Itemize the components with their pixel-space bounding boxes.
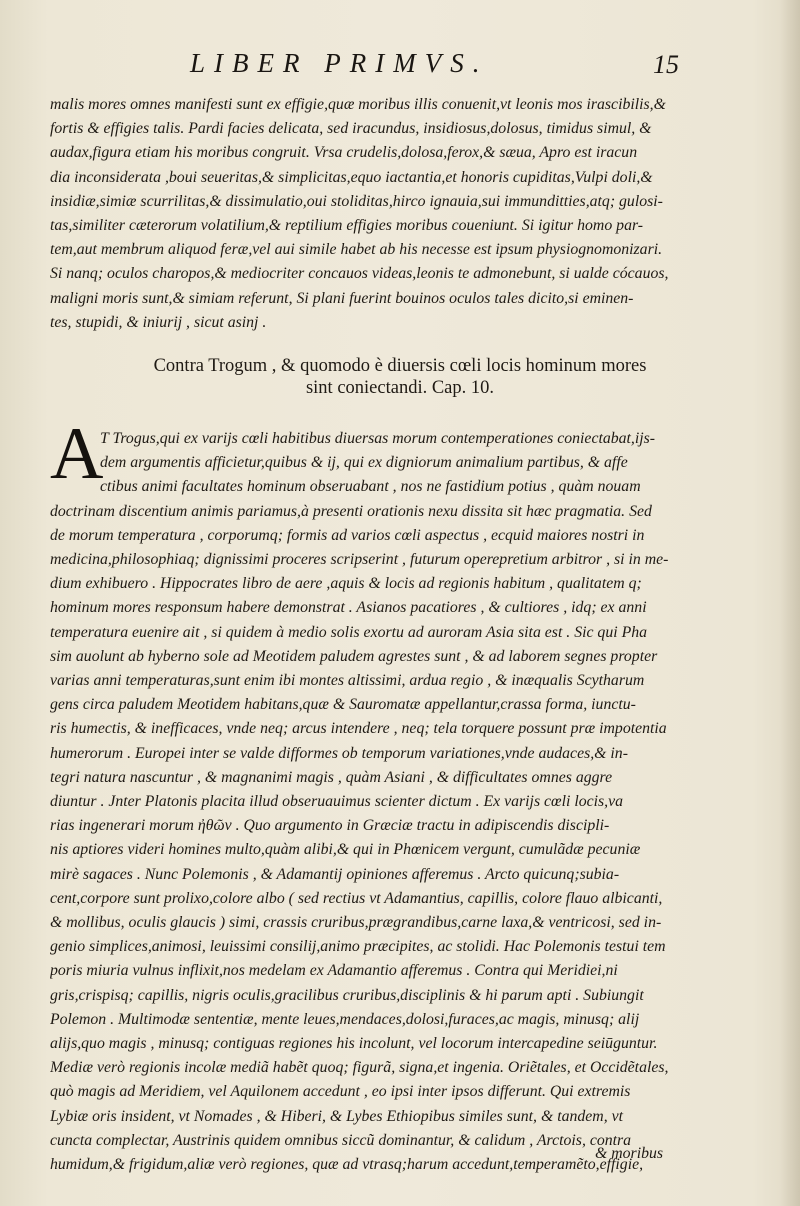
chapter-heading-line: Contra Trogum , & quomodo è diuersis cœli locis hominum mores	[153, 356, 647, 376]
text-line: alijs,quo magis , minusq; contiguas regiones his incolunt, vel locorum intercapedine seiūguntur.	[50, 1035, 658, 1053]
page-header	[0, 48, 800, 88]
chapter-heading-line: sint coniectandi. Cap. 10.	[305, 378, 495, 398]
text-line: doctrinam discentium animis pariamus,à presenti orationis nexu dissita sit hæc pragmatia. Sed	[50, 502, 652, 520]
text-line: rias ingenerari morum ἠθῶν . Quo argumento in Græciæ tractu in adipiscendis discipli-	[50, 817, 610, 835]
text-line: dem argumentis afficietur,quibus & ij, qui ex digniorum animalium partibus, & affe	[100, 454, 628, 472]
text-line: Mediæ verò regionis incolæ mediã habẽt quoq; figurã, signa,et ingenia. Oriẽtales, et Occidẽtales,	[50, 1059, 669, 1077]
text-line: dium exhibuero . Hippocrates libro de aere ,aquis & locis ad regionis habitum , qualitatem q;	[50, 575, 642, 593]
page-edge-shadow	[780, 0, 800, 1206]
text-line: gens circa paludem Meotidem habitans,quæ & Sauromatæ appellantur,crassa forma, iunctu-	[50, 696, 636, 714]
text-line: nis aptiores videri homines multo,quàm alibi,& qui in Phœnicem vergunt, cumulãdæ pecuniæ	[50, 841, 641, 859]
text-line: tegri natura nascuntur , & magnanimi magis , quàm Asiani , & difficultates omnes aggre	[50, 768, 613, 786]
page-number: 15	[653, 50, 679, 79]
text-line: T Trogus,qui ex varijs cœli habitibus diuersas morum contemperationes coniectabat,ijs-	[100, 430, 656, 447]
text-line: gris,crispisq; capillis, nigris oculis,gracilibus cruribus,disciplinis & hi parum apti . Subiungit	[50, 986, 644, 1004]
text-line: hominum mores responsum habere demonstrat . Asianos pacatiores , & cultiores , idq; ex anni	[50, 599, 647, 617]
text-line: tem,aut membrum aliquod feræ,vel aui simile habet ab his necesse est ipsum physiognomonizari.	[50, 241, 663, 259]
text-line: ris humectis, & inefficaces, vnde neq; arcus intendere , neq; tela torquere possunt præ impotentia	[50, 720, 667, 738]
text-line: humidum,& frigidum,aliæ verò regiones, quæ ad vtrasq;harum accedunt,temperamẽto,effigie,	[50, 1156, 644, 1174]
text-line: cuncta complectar, Austrinis quidem omnibus siccũ dominantur, & calidum , Arctois, contra	[50, 1131, 632, 1149]
text-line: fortis & effigies talis. Pardi facies delicata, sed iracundus, insidiosus,dolosus, timidus simul, &	[50, 120, 652, 138]
chapter-heading	[0, 355, 800, 399]
text-line: malis mores omnes manifesti sunt ex effigie,quæ moribus illis conuenit,vt leonis mos irascibilis,&	[50, 96, 666, 113]
text-line: sim auolunt ab hyberno sole ad Meotidem paludem agrestes sunt , & ad laborem segnes propter	[50, 647, 658, 665]
text-line: tas,similiter cæterorum volatilium,& reptilium effigies moribus coueniunt. Si igitur homo par-	[50, 217, 644, 235]
text-line: Polemon . Multimodæ sententiæ, mente leues,mendaces,dolosi,furaces,ac magis, minusq; alij	[50, 1010, 640, 1028]
text-line: & mollibus, oculis glaucis ) simi, crassis cruribus,prægrandibus,carne laxa,& ventricosi, sed in-	[50, 914, 662, 932]
text-line: de morum temperatura , corporumq; formis ad varios cœli aspectus , ecquid maiores nostri in	[50, 526, 645, 544]
text-line: ctibus animi facultates hominum obseruabant , nos ne fastidium potius , quàm nouam	[100, 478, 641, 496]
text-line: insidiæ,simiæ scurrilitas,& dissimulatio,oui stoliditas,hirco ignauia,sui immunditties,atq; gulosi-	[50, 192, 663, 210]
text-line: tes, stupidi, & iniurij , sicut asinj .	[50, 313, 267, 331]
text-line: medicina,philosophiaq; dignissimi proceres scripserint , futurum operepretium arbitror , si in me-	[50, 551, 669, 569]
text-line: genio simplices,animosi, leuissimi consilij,animo præcipites, ac stolidi. Hac Polemonis testui tem	[50, 938, 666, 956]
running-head: LIBER PRIMVS.	[190, 48, 489, 78]
text-line: Lybiæ oris insident, vt Nomades , & Hiberi, & Lybes Ethiopibus similes sunt, & tandem, vt	[50, 1107, 623, 1125]
text-line: cent,corpore sunt prolixo,colore albo ( sed rectius vt Adamantius, capillis, colore flauo albicanti,	[50, 889, 663, 907]
text-line: audax,figura etiam his moribus congruit. Vrsa crudelis,dolosa,ferox,& sæua, Apro est iracun	[50, 144, 638, 162]
text-line: diuntur . Jnter Platonis placita illud obseruauimus scienter dictum . Ex varijs cœli locis,va	[50, 793, 624, 811]
text-line: quò magis ad Meridiem, vel Aquilonem accedunt , eo ipsi inter ipsos differunt. Qui extremis	[50, 1083, 631, 1101]
paragraph-2	[50, 427, 710, 1177]
text-line: poris miuria vulnus inflixit,nos medelam ex Adamantio afferemus . Contra qui Meridiei,ni	[50, 962, 618, 980]
text-line: varias anni temperaturas,sunt enim ibi montes altissimi, ardua regio , & inæqualis Scytharum	[50, 672, 645, 690]
text-line: Si nanq; oculos charopos,& mediocriter concauos videas,leonis te admonebunt, si ualde cócauos,	[50, 265, 669, 283]
text-line: humerorum . Europei inter se valde difformes ob temporum variationes,vnde audaces,& in-	[50, 744, 628, 762]
catchword: & moribus	[595, 1145, 664, 1162]
text-line: temperatura euenire ait , si quidem à medio solis exortu ad auroram Asia sita est . Sic qui Pha	[50, 623, 648, 641]
drop-cap: A	[50, 413, 104, 495]
text-line: dia inconsiderata ,boui seueritas,& simplicitas,equo iactantia,et honoris cupiditas,Vulpi doli,&	[50, 168, 653, 186]
paragraph-1	[50, 93, 710, 335]
text-line: mirè sagaces . Nunc Polemonis , & Adamantij opiniones afferemus . Arcto quicunq;subia-	[50, 865, 620, 883]
text-line: maligni moris sunt,& simiam referunt, Si plani fuerint bouinos oculos tales dicito,si eminen-	[50, 289, 634, 307]
